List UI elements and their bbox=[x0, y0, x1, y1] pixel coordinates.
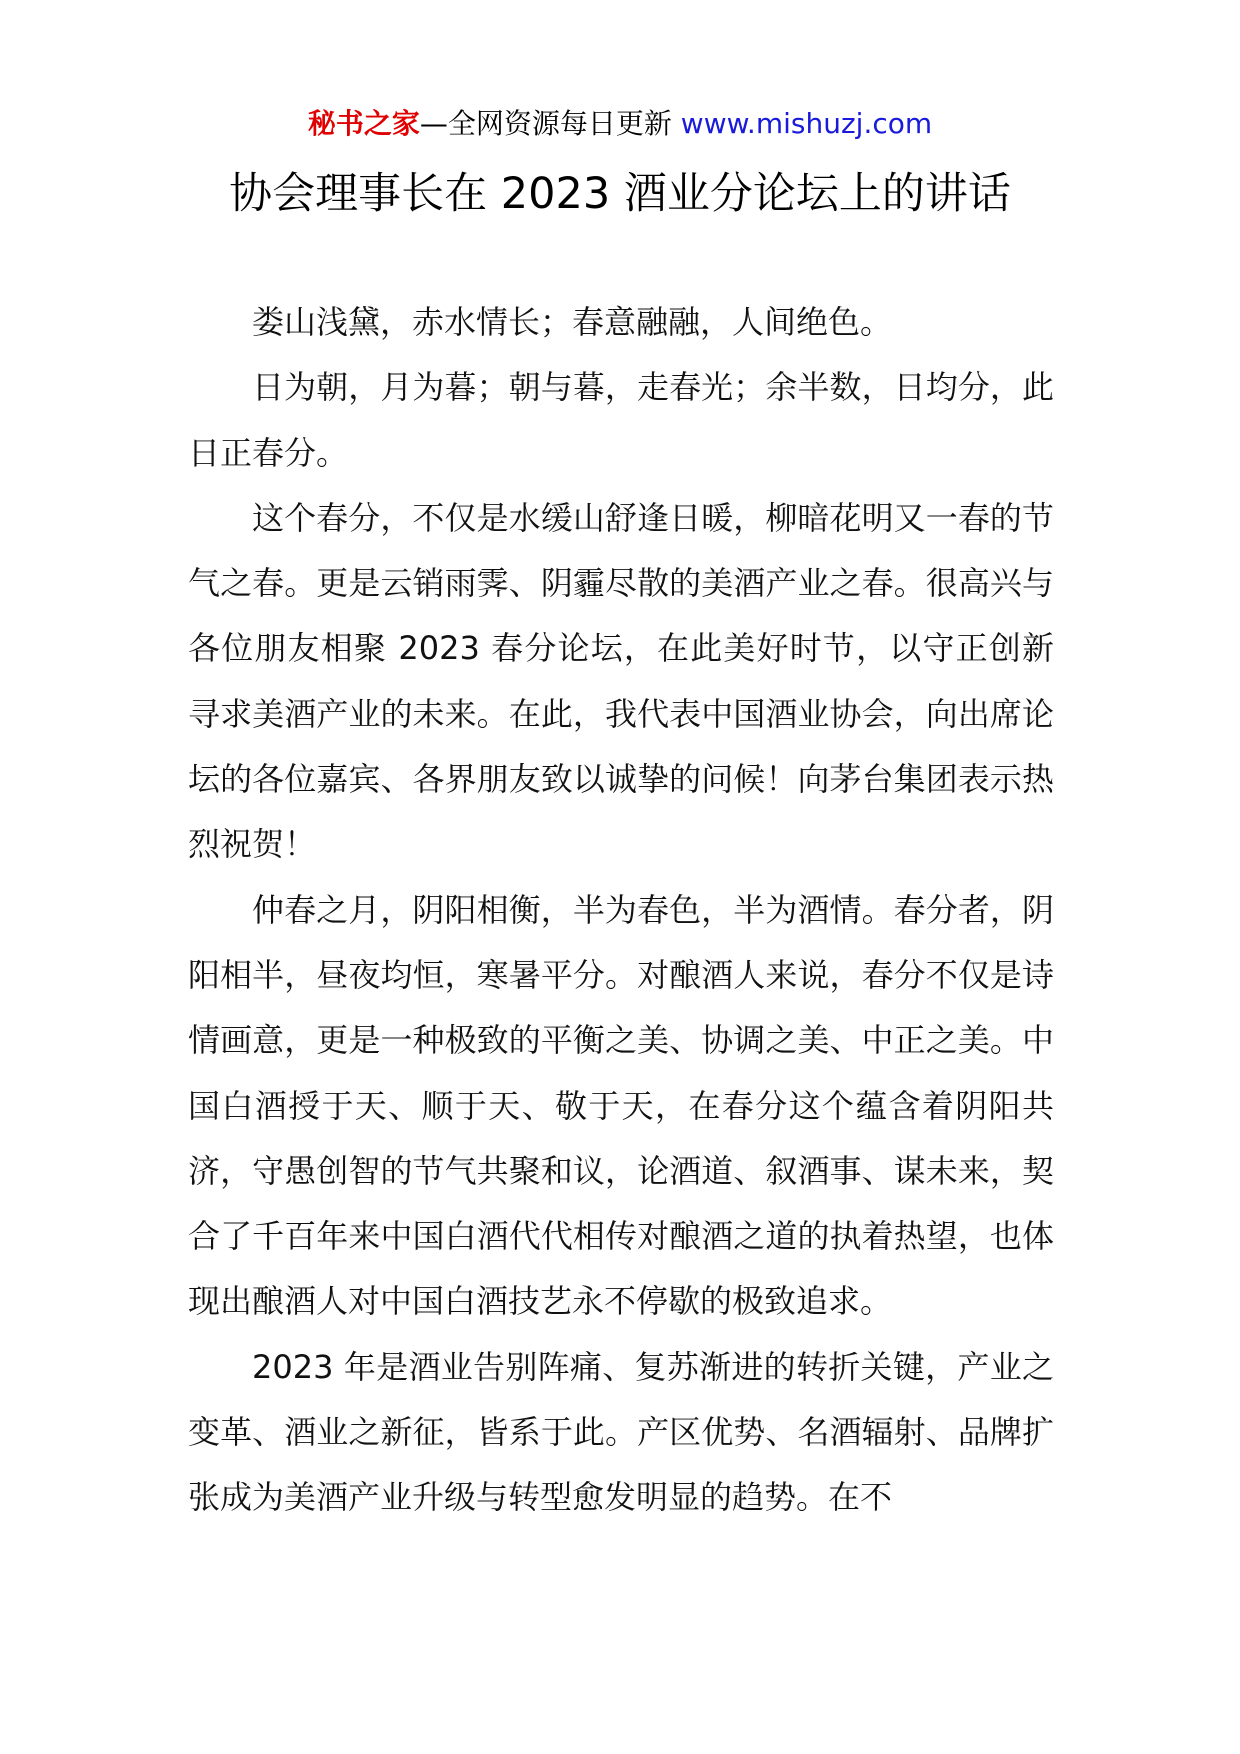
paragraph: 2023 年是酒业告别阵痛、复苏渐进的转折关键，产业之变革、酒业之新征，皆系于此。产区优势、名酒辐射、品牌扩张成为美酒产业升级与转型愈发明显的趋势。在不 bbox=[188, 1347, 1054, 1517]
paragraph: 娄山浅黛，赤水情长；春意融融，人间绝色。 bbox=[252, 303, 893, 341]
document-title: 协会理事长在 2023 酒业分论坛上的讲话 bbox=[229, 169, 1011, 219]
brand-tagline: —全网资源每日更新 bbox=[419, 107, 672, 140]
watermark-header bbox=[0, 104, 1240, 144]
paragraph: 仲春之月，阴阳相衡，半为春色，半为酒情。春分者，阴阳相半，昼夜均恒，寒暑平分。对酿酒人来说，春分不仅是诗情画意，更是一种极致的平衡之美、协调之美、中正之美。中国白酒授于天、顺于天、敬于天，在春分这个蕴含着阴阳共济，守愚创智的节气共聚和议，论酒道、叙酒事、谋未来，契合了千百年来中国白酒代代相传对酿酒之道的执着热望，也体现出酿酒人对中国白酒技艺永不停歇的极致追求。 bbox=[188, 890, 1054, 1321]
paragraph: 日为朝，月为暮；朝与暮，走春光；余半数，日均分，此日正春分。 bbox=[188, 368, 1054, 472]
document-body bbox=[188, 290, 1054, 1531]
brand-name: 秘书之家 bbox=[307, 107, 420, 140]
paragraph: 这个春分，不仅是水缓山舒逢日暖，柳暗花明又一春的节气之春。更是云销雨霁、阴霾尽散的美酒产业之春。很高兴与各位朋友相聚 2023 春分论坛，在此美好时节，以守正创新寻求美酒产业的未来。在此，我代表中国酒业协会，向出席论坛的各位嘉宾、各界朋友致以诚挚的问候！向茅台集团表示热烈祝贺！ bbox=[188, 498, 1054, 864]
site-url[interactable]: www.mishuzj.com bbox=[680, 107, 933, 140]
